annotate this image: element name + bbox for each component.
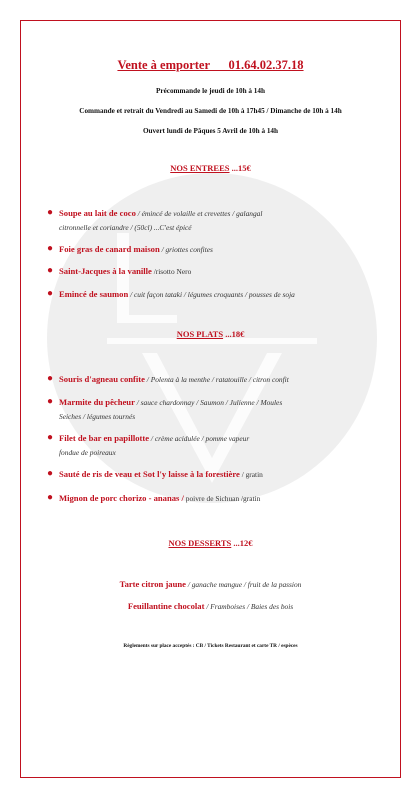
bullet-icon: ●: [47, 243, 54, 254]
bullet-icon: ●: [47, 468, 54, 479]
menu-item: ● Marmite du pêcheur / sauce chardonnay / Saumon / Julienne / Moules Seiches / légumes tournés: [47, 396, 283, 421]
menu-item: ● Souris d'agneau confite / Polenta à la menthe / ratatouille / citron confit: [47, 373, 289, 384]
bullet-icon: ●: [47, 207, 54, 218]
bullet-icon: ●: [47, 373, 54, 384]
menu-item: ● Foie gras de canard maison / griottes confites: [47, 243, 213, 254]
bullet-icon: ●: [47, 396, 54, 407]
payment-info: Règlements sur place acceptés : CB / Tickets Restaurant et carte TR / espèces: [123, 643, 298, 649]
section-title-desserts: NOS DESSERTS ...12€: [168, 538, 253, 548]
bullet-icon: ●: [47, 288, 54, 299]
menu-item: ● Emincé de saumon / cuit façon tataki / légumes croquants / pousses de soja: [47, 288, 295, 299]
menu-frame: [20, 20, 401, 778]
dessert-item: Feuillantine chocolat / Framboises / Baies des bois: [127, 601, 294, 611]
menu-item: ● Filet de bar en papillotte / crème acidulée / pomme vapeur fondue de poireaux: [47, 432, 250, 457]
menu-item: ● Soupe au lait de coco / émincé de volaille et crevettes / galangal citronnelle et coriandre / (50cl) ...C'est épicé: [47, 207, 263, 232]
bullet-icon: ●: [47, 265, 54, 276]
bullet-icon: ●: [47, 492, 54, 503]
section-title-plats: NOS PLATS ...18€: [176, 329, 245, 339]
menu-item: ● Sauté de ris de veau et Sot l'y laisse à la forestière / gratin: [47, 468, 263, 479]
preorder-info: Précommande le jeudi de 10h à 14h: [155, 87, 265, 95]
dessert-item: Tarte citron jaune / ganache mangue / fruit de la passion: [119, 579, 302, 589]
pickup-info: Commande et retrait du Vendredi au Samedi de 10h à 17h45 / Dimanche de 10h à 14h: [79, 107, 342, 115]
bullet-icon: ●: [47, 432, 54, 443]
page-title: Vente à emporter 01.64.02.37.18: [117, 58, 304, 72]
menu-item: ● Saint-Jacques à la vanille /risotto Nero: [47, 265, 192, 276]
menu-item: ● Mignon de porc chorizo - ananas / poivre de Sichuan /gratin: [47, 492, 261, 503]
easter-info: Ouvert lundi de Pâques 5 Avril de 10h à 14h: [142, 127, 279, 135]
section-title-entrees: NOS ENTREES ...15€: [170, 163, 251, 173]
